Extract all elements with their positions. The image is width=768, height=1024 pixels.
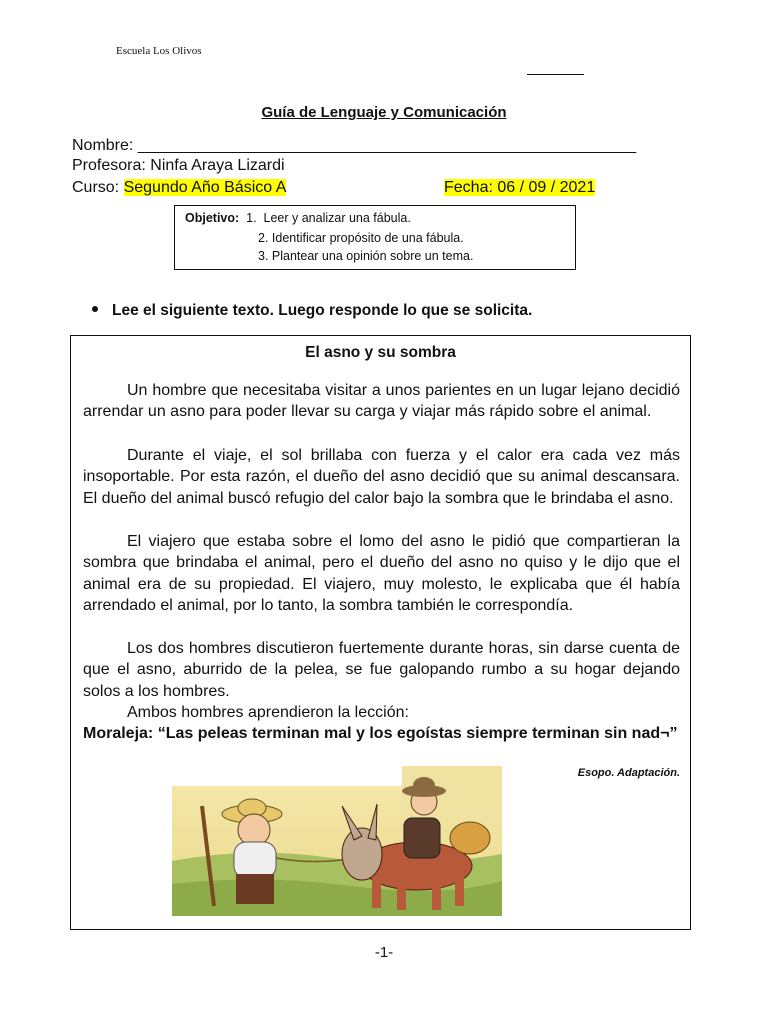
bullet-icon: [92, 306, 98, 312]
date-line: [444, 179, 595, 197]
story-source: Esopo. Adaptación.: [577, 767, 680, 779]
teacher-line: Profesora: Ninfa Araya Lizardi: [72, 157, 285, 174]
objective-item: 1. Leer y analizar una fábula.: [246, 211, 411, 225]
story-paragraph-3: El viajero que estaba sobre el lomo del asno le pidió que compartieran la sombra que brindaba el animal, pero el dueño del asno no quiso y le dijo que el animal era de su propiedad. El viajero, muy molesto, le explicaba que él había arrendado el animal, por lo tanto, la sombra también le correspondía.: [83, 533, 680, 615]
objective-label: Objetivo: [185, 211, 236, 225]
donkey-and-two-men-illustration: [172, 766, 502, 916]
moral-text: “Las peleas terminan mal y los egoístas siempre terminan sin nad¬”: [157, 725, 678, 742]
course-label: Curso:: [72, 179, 124, 196]
guide-title: Guía de Lenguaje y Comunicación: [261, 104, 507, 121]
page-number: -1-: [374, 944, 394, 961]
story-title: El asno y su sombra: [305, 344, 456, 361]
name-field-line: Nombre: ________________________________________________________: [72, 137, 637, 154]
objective-row-1: Objetivo: 1. Leer y analizar una fábula.: [185, 211, 411, 225]
instruction: [92, 302, 532, 320]
objective-item: 3. Plantear una opinión sobre un tema.: [258, 249, 474, 263]
story-paragraph-2: Durante el viaje, el sol brillaba con fuerza y el calor era cada vez más insoportable. Por esta razón, el dueño del asno decidió que su animal descansara. El dueño del animal buscó refugio del calor bajo la sombra que le brindaba el asno.: [83, 447, 680, 507]
school-name: Escuela Los Olivos: [116, 45, 202, 57]
moral-label: Moraleja: [83, 725, 148, 742]
course-line: [72, 179, 286, 197]
objective-item: 2. Identificar propósito de una fábula.: [258, 231, 464, 245]
instruction-text: Lee el siguiente texto. Luego responde lo que se solicita.: [112, 302, 533, 319]
story-paragraph-5: Ambos hombres aprendieron la lección:: [127, 704, 409, 721]
story-paragraph-1: Un hombre que necesitaba visitar a unos parientes en un lugar lejano decidió arrendar un asno para poder llevar su carga y viajar más rápido sobre el animal.: [83, 382, 680, 421]
header-rule: [527, 74, 584, 75]
course-value: Segundo Año Básico A: [123, 179, 287, 196]
moral: Moraleja: “Las peleas terminan mal y los egoístas siempre terminan sin nad¬”: [83, 725, 678, 742]
story-box: [70, 335, 691, 930]
story-paragraph-4: Los dos hombres discutieron fuertemente durante horas, sin darse cuenta de que el asno, aburrido de la pelea, se fue galopando rumbo a su hogar dejando solos a los hombres.: [83, 640, 680, 700]
objective-box: [174, 205, 576, 270]
date-value: Fecha: 06 / 09 / 2021: [444, 179, 596, 196]
